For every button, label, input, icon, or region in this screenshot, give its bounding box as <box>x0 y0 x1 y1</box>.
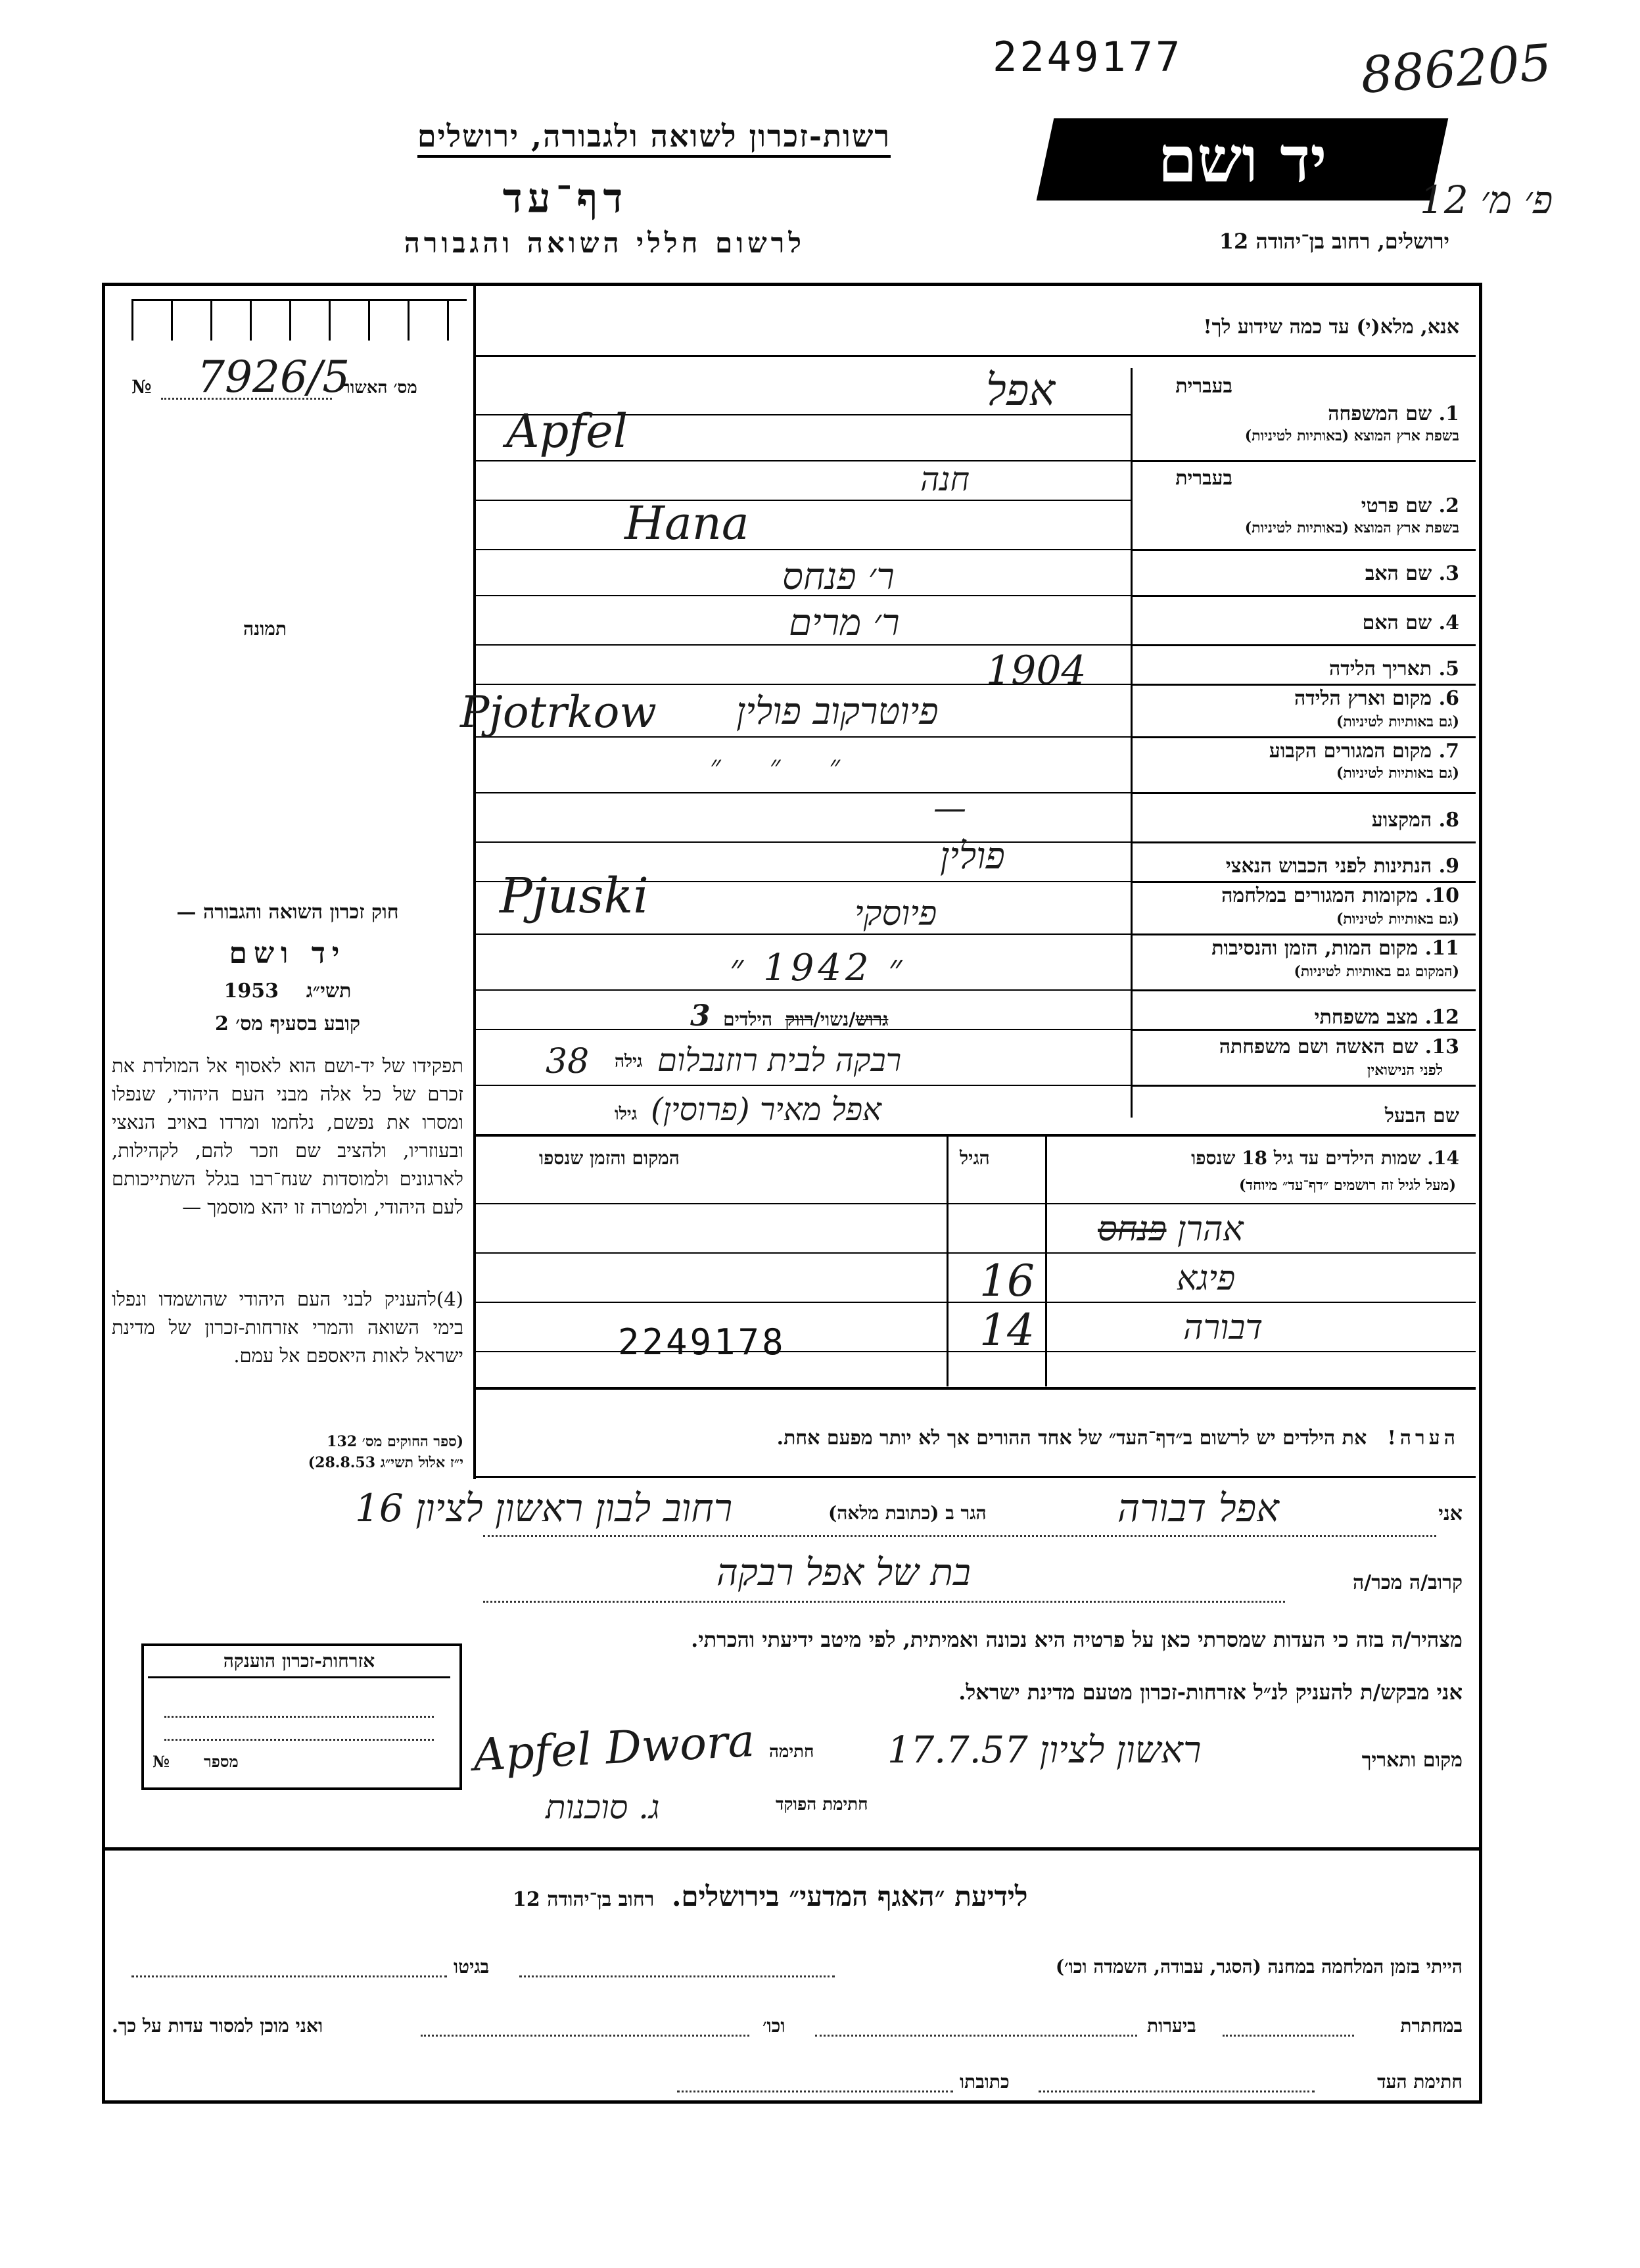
children-label: הילדים <box>723 1008 772 1030</box>
death-value: ״ 1942 ״ <box>730 947 906 989</box>
child-3-place: 2249178 <box>618 1321 786 1363</box>
child-3-name: דבורה <box>1183 1308 1263 1348</box>
logo-text: יד ושם <box>1158 122 1327 197</box>
bottom-line2-a: במחתרת <box>1400 2015 1463 2037</box>
law-year-row <box>108 980 467 1003</box>
bottom-line3-a: חתימת העד <box>1377 2071 1463 2092</box>
marital-widow: רווק <box>785 1008 814 1030</box>
photo-label: תמונה <box>243 618 287 640</box>
firstname-lat: Hana <box>624 496 749 550</box>
declarant-resides-label: הגר ב (כתובת מלאה) <box>828 1502 987 1524</box>
marital-row: גרוש/נשוי/רווק הילדים 3 <box>690 999 889 1033</box>
note: הערה! את הילדים יש לרשום ב״דף־העד״ של אחד ההורים אך לא יותר מפעם אחת. <box>776 1427 1459 1450</box>
bottom-section-divider <box>102 1847 1479 1851</box>
request-text: אני מבקש/ת להעניק לנ״ל אזרחות-זכרון מטעם מדינת ישראל. <box>958 1680 1463 1705</box>
profession-value: — <box>933 789 966 827</box>
marital-divorced: גרוש <box>855 1008 889 1030</box>
residence-ditto: ״ ״ ״ <box>710 749 860 783</box>
law-section: קובע בסעיף מס׳ 2 <box>214 1012 361 1035</box>
husband-name: אפל מאיר (פרוסין) <box>651 1091 881 1128</box>
signature-value: Apfel Dwora <box>472 1714 756 1782</box>
law-ref2: י״ז אלול תשי״ג 28.8.53) <box>308 1454 463 1471</box>
field-6-sub: (גם באותיות לטיניות) <box>1336 713 1459 730</box>
marital-married: נשוי <box>820 1008 849 1030</box>
cert-title: אזרחות-זכרון הוענקה <box>148 1650 450 1678</box>
bottom-line2-c: וכו׳ <box>762 2015 785 2037</box>
org-line: רשות-זכרון לשואה ולגבורה, ירושלים <box>417 118 891 158</box>
bottom-line1-b: בגיטו <box>454 1956 490 1977</box>
form-title: דף־עד <box>502 174 628 222</box>
officer-label: חתימת הפוקד <box>776 1795 868 1814</box>
field-5-label: 5. תאריך הלידה <box>1329 657 1459 680</box>
law-year: 1953 <box>223 980 279 1003</box>
form-intro: אנא, מלא(י) עד כמה שידוע לך! <box>1203 316 1459 339</box>
approval-ticks <box>131 299 467 341</box>
surname-he: אפל <box>986 365 1056 415</box>
wartime-places-he: פיוסקי <box>855 894 937 933</box>
officer-value: ג. סוכנות <box>546 1788 660 1826</box>
yad-vashem-logo <box>1037 118 1449 201</box>
father-value: ר׳ פנחס <box>782 555 895 598</box>
handwritten-corner: פ׳ מ׳ 12 <box>1420 177 1553 222</box>
birthplace-lat: Pjotrkow <box>460 687 657 738</box>
field-2-label: 2. שם פרטי <box>1361 494 1459 517</box>
mother-value: ר׳ מרים <box>789 602 900 644</box>
bottom-title: לידיעת ״האגף המדעי״ בירושלים. רחוב בן־יהודה 12 <box>513 1880 1028 1912</box>
handwritten-number: 886205 <box>1359 32 1553 105</box>
bottom-line2-d: ואני מוכן למסור עדות על כך. <box>112 2015 323 2037</box>
field-4-label: 4. שם האם <box>1362 611 1459 634</box>
birthdate-value: 1904 <box>986 648 1087 694</box>
wartime-places-lat: Pjuski <box>500 868 649 924</box>
law-text: תפקידו של יד-ושם הוא לאסוף אל המולדת את זכרם של כל אלה מבני העם היהודי, שנפלו ומסרו את נפשם, נלחמו ומרדו באויב הנאצי ובעוזריו, ולהציב שם וזכר להם, לקהילות, לארגונים ולמוסדות שנח־רבו בגלל השתייכותם לעם היהודי, ולמטרה זו יהא מוסמך — <box>112 1054 463 1218</box>
law-item4: (4)להעניק לבני העם היהודי שהושמדו ונפלו בימי השואה והמרי אזרחות-זכרון של מדינת ישראל לאות היאספם אל עמם. <box>112 1288 463 1367</box>
signature-label: חתימה <box>769 1742 814 1762</box>
children-col-place: המקום והזמן שנספו <box>539 1147 680 1169</box>
approval-no-prefix: № <box>131 376 152 398</box>
field-12-label: 12. מצב משפחתי <box>1314 1006 1459 1029</box>
wife-age: 38 <box>546 1042 590 1081</box>
in-hebrew-label-2: בעברית <box>1175 467 1232 490</box>
bottom-line1-a: הייתי בזמן המלחמה במחנה (הסגר, עבודה, השמדה וכו׳) <box>1055 1956 1463 1977</box>
field-13-sub: לפני הנישואין <box>1367 1062 1443 1079</box>
place-date-label: מקום ותאריך <box>1361 1749 1463 1772</box>
child-3-age: 14 <box>979 1305 1035 1356</box>
field-2-sub: בשפת ארץ המוצא (באותיות לטיניות) <box>1244 519 1459 536</box>
place-date-value: ראשון לציון 17.7.57 <box>887 1729 1202 1772</box>
field-10-label: 10. מקומות המגורים במלחמה <box>1221 884 1459 907</box>
field-1-label: 1. שם המשפחה <box>1328 402 1459 425</box>
field-9-label: 9. הנתינות לפני הכבוש הנאצי <box>1225 855 1459 878</box>
child-1-name: אהרן פנחס <box>1098 1210 1244 1249</box>
law-title: חוק זכרון השואה והגבורה — <box>176 901 399 924</box>
law-ref1: (ספר החוקים מס׳ 132 <box>327 1433 463 1450</box>
bottom-line2-b: ביערות <box>1147 2015 1196 2037</box>
in-hebrew-label-1: בעברית <box>1175 375 1232 398</box>
field-13-label: 13. שם האשה ושם משפחתה <box>1219 1035 1459 1058</box>
cert-number-prefix: № <box>152 1752 170 1771</box>
children-count: 3 <box>690 999 711 1033</box>
child-2-name: פיגא <box>1177 1259 1236 1298</box>
relation-label: קרוב/ה מכר/ה <box>1353 1571 1463 1594</box>
children-header-sub: (מעל לגיל זה רושמים ״דף־עד״ מיוחד) <box>1238 1177 1456 1194</box>
field-3-label: 3. שם האב <box>1365 562 1459 585</box>
approval-value: 7926/5 <box>197 352 350 402</box>
header-address: ירושלים, רחוב בן־יהודה 12 <box>1219 229 1449 254</box>
child-2-age: 16 <box>979 1256 1035 1306</box>
field-8-label: 8. המקצוע <box>1371 809 1459 832</box>
children-header: 14. שמות הילדים עד גיל 18 שנספו <box>1191 1147 1459 1169</box>
field-11-label: 11. מקום המות, הזמן והנסיבות <box>1211 937 1459 960</box>
form-subtitle: לרשום חללי השואה והגבורה <box>404 227 805 259</box>
field-7-label: 7. מקום המגורים הקבוע <box>1269 740 1459 763</box>
husband-age-label: גילו <box>615 1104 638 1124</box>
children-col-age: הגיל <box>960 1147 990 1169</box>
law-year-heb: תשי״ג <box>306 980 352 1003</box>
field-1-sub: בשפת ארץ המוצא (באותיות לטיניות) <box>1244 427 1459 444</box>
approval-label: מס׳ האשור <box>342 378 417 398</box>
declarant-i-label: אני <box>1438 1502 1463 1525</box>
wife-name: רבקה לבית רוזנבלום <box>657 1042 902 1079</box>
declaration-text: מצהיר/ה בזה כי העדות שמסרתי כאן על פרטיה היא נכונה ואמיתית, לפי מיטב ידיעתי והכרתי. <box>691 1627 1463 1652</box>
nationality-value: פולין <box>940 835 1005 878</box>
field-10-sub: (גם באותיות לטיניות) <box>1336 910 1459 928</box>
field-7-sub: (גם באותיות לטיניות) <box>1336 765 1459 782</box>
declarant-name: אפל דבורה <box>1117 1486 1279 1530</box>
cert-number-label: מספר <box>204 1752 239 1771</box>
bottom-line3-b: כתובתו <box>960 2071 1010 2092</box>
law-name: יד ושם <box>229 937 346 970</box>
declarant-address: רחוב לבון ראשון לציון 16 <box>355 1486 733 1530</box>
birthplace-he: פיוטרקוב פולין <box>736 690 939 733</box>
wife-age-label: גילה <box>615 1052 643 1072</box>
field-11-sub: (המקום גם באותיות לטיניות) <box>1294 963 1459 980</box>
firstname-he: חנה <box>920 460 970 498</box>
field-6-label: 6. מקום וארץ הלידה <box>1294 687 1459 710</box>
field-husband-label: שם הבעל <box>1384 1104 1459 1127</box>
archive-number: 2249177 <box>993 33 1183 81</box>
relation-value: בת של אפל רבקה <box>716 1551 971 1594</box>
surname-lat: Apfel <box>506 404 628 458</box>
